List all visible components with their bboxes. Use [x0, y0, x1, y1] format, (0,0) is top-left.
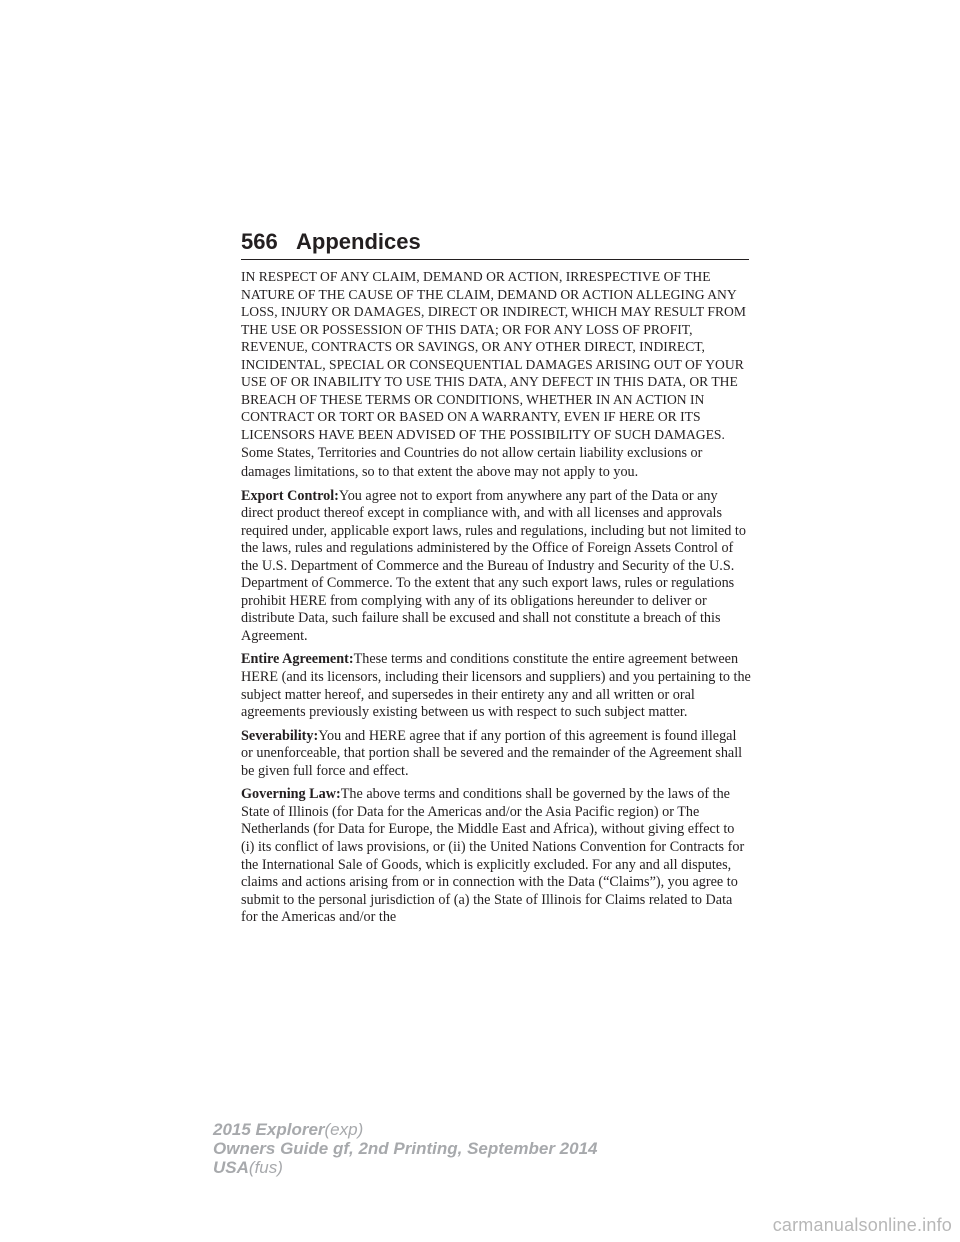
- entire-agreement-term: Entire Agreement:: [241, 651, 354, 668]
- page-footer: [213, 1120, 597, 1177]
- export-control-text: You agree not to export from anywhere any part of the Data or any direct product thereof except in compliance with, and with all licenses and approvals required under, applicable export laws, rules and regulations, including but not limited to the laws, rules and regulations administered by the Office of Foreign Assets Control of the U.S. Department of Commerce and the Bureau of Industry and Security of the U.S. Department of Commerce. To the extent that any such export laws, rules or regulations prohibit HERE from complying with any of its obligations hereunder to deliver or distribute Data, such failure shall be excused and shall not constitute a breach of this Agreement.: [241, 487, 746, 644]
- severability-term: Severability:: [241, 727, 319, 744]
- entire-agreement-text: These terms and conditions constitute the entire agreement between HERE (and its licensors, including their licensors and suppliers) and you pertaining to the subject matter hereof, and supersedes in their entirety any and all written or oral agreements previously existing between us with respect to such subject matter.: [241, 651, 751, 721]
- entire-agreement-paragraph: [241, 651, 751, 721]
- page-header: [241, 229, 749, 260]
- page-number: 566: [241, 229, 278, 254]
- governing-law-text: The above terms and conditions shall be governed by the laws of the State of Illinois (for Data for the Americas and/or the Asia Pacific region) or The Netherlands (for Data for Europe, the Middle East and Africa), without giving effect to (i) its conflict of laws provisions, or (ii) the United Nations Convention for Contracts for the International Sale of Goods, which is explicitly excluded. For any and all disputes, claims and actions arising from or in connection with the Data (“Claims”), you agree to submit to the personal jurisdiction of (a) the State of Illinois for Claims related to Data for the Americas and/or the: [241, 786, 745, 926]
- footer-region: USA: [213, 1158, 249, 1177]
- export-control-term: Export Control:: [241, 487, 339, 504]
- document-body: [241, 268, 751, 933]
- liability-tail-text: Some States, Territories and Countries do not allow certain liability exclusions or damages limitations, so to that extent the above may not apply to you.: [241, 445, 703, 481]
- export-control-paragraph: [241, 488, 751, 646]
- footer-model: 2015 Explorer: [213, 1120, 325, 1139]
- severability-text: You and HERE agree that if any portion of this agreement is found illegal or unenforceable, that portion shall be severed and the remainder of the Agreement shall be given full force and effect.: [241, 727, 743, 779]
- severability-paragraph: [241, 728, 751, 781]
- liability-caps-text: IN RESPECT OF ANY CLAIM, DEMAND OR ACTION, IRRESPECTIVE OF THE NATURE OF THE CAUSE OF THE CLAIM, DEMAND OR ACTION ALLEGING ANY LOSS, INJURY OR DAMAGES, DIRECT OR INDIRECT, WHICH MAY RESULT FROM THE USE OR POSSESSION OF THIS DATA; OR FOR ANY LOSS OF PROFIT, REVENUE, CONTRACTS OR SAVINGS, OR ANY OTHER DIRECT, INDIRECT, INCIDENTAL, SPECIAL OR CONSEQUENTIAL DAMAGES ARISING OUT OF YOUR USE OF OR INABILITY TO USE THIS DATA, ANY DEFECT IN THIS DATA, OR THE BREACH OF THESE TERMS OR CONDITIONS, WHETHER IN AN ACTION IN CONTRACT OR TORT OR BASED ON A WARRANTY, EVEN IF HERE OR ITS LICENSORS HAVE BEEN ADVISED OF THE POSSIBILITY OF SUCH DAMAGES.: [241, 269, 746, 442]
- section-title: Appendices: [296, 229, 421, 254]
- watermark-text: carmanualsonline.info: [772, 1215, 952, 1235]
- governing-law-paragraph: [241, 786, 751, 926]
- footer-printing: Owners Guide gf, 2nd Printing, September 2014: [213, 1139, 598, 1158]
- footer-line-model: [213, 1120, 597, 1139]
- footer-line-region: [213, 1158, 597, 1177]
- footer-model-code: (exp): [324, 1120, 364, 1139]
- footer-region-code: (fus): [248, 1158, 283, 1177]
- governing-law-term: Governing Law:: [241, 786, 341, 803]
- liability-paragraph: [241, 268, 751, 482]
